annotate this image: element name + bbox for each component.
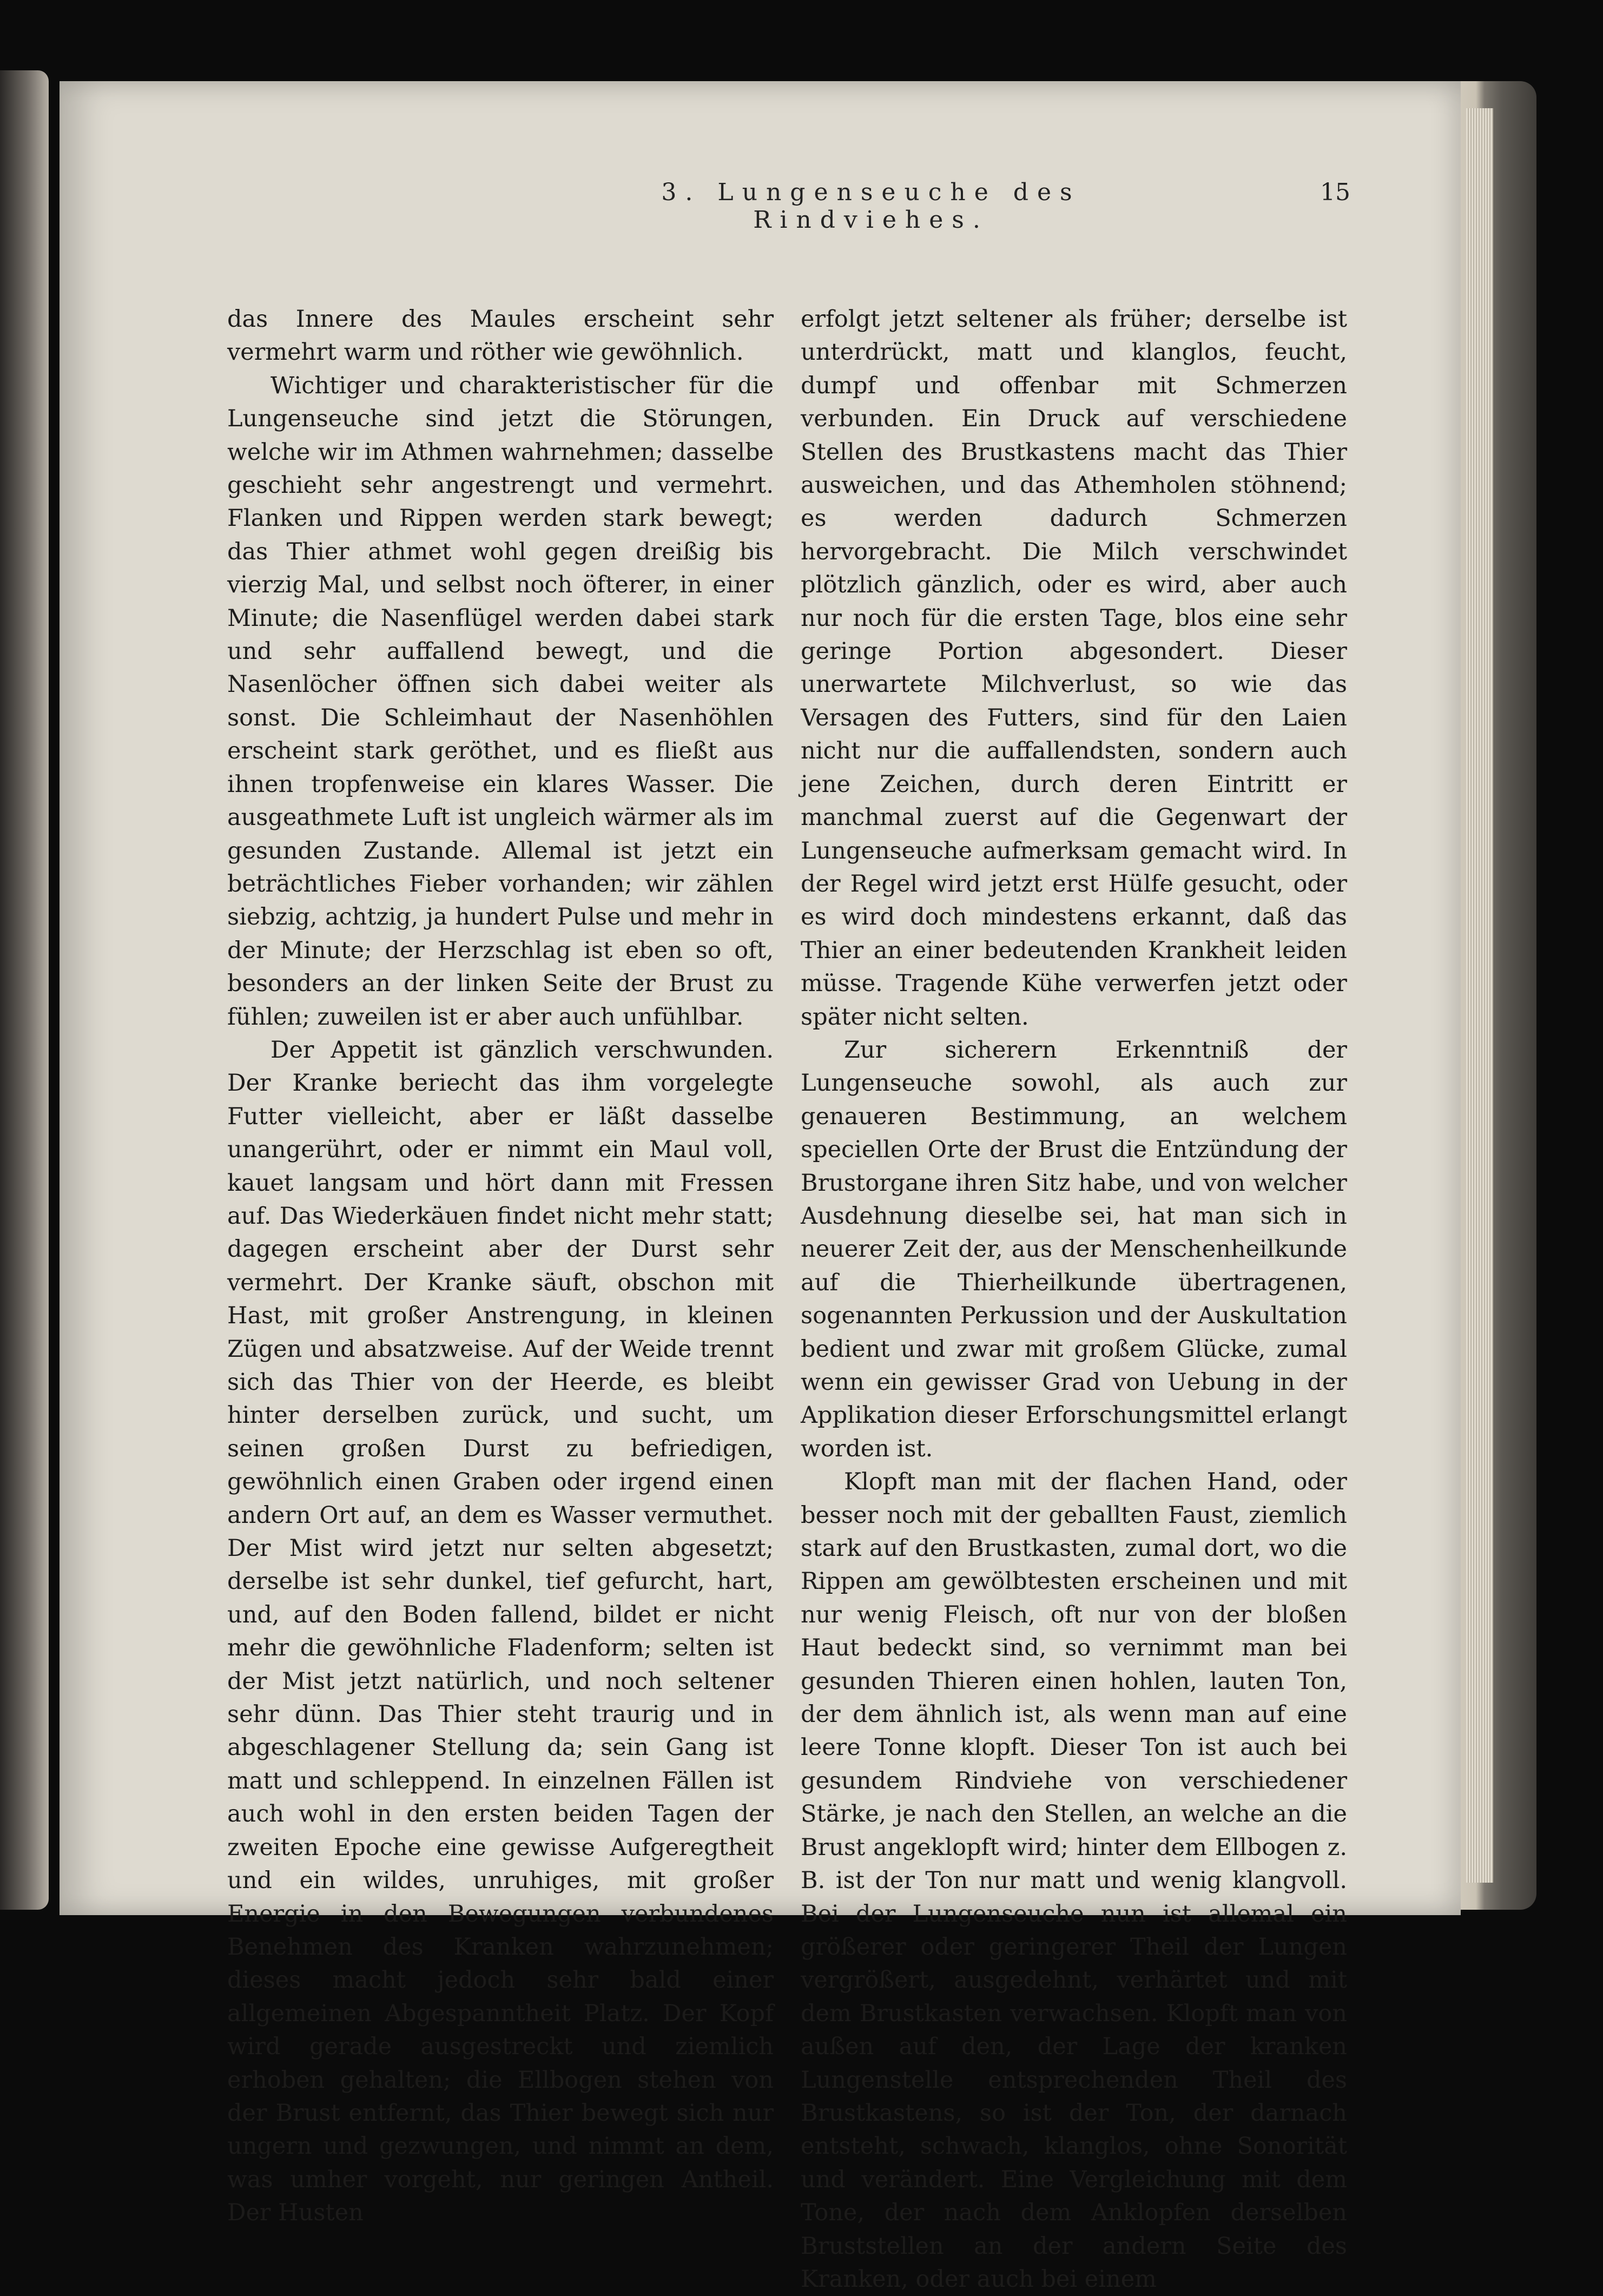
right-column bbox=[801, 303, 1347, 2296]
paragraph: Klopft man mit der flachen Hand, oder besser noch mit der geballten Faust, ziemlich stark auf den Brustkasten, zumal dort, wo die Rippen am gewölbtesten erscheinen und mit nur wenig Fleisch, oft nur von der bloßen Haut bedeckt sind, so vernimmt man bei gesunden Thieren einen hohlen, lauten Ton, der dem ähnlich ist, als wenn man auf eine leere Tonne klopft. Dieser Ton ist auch bei gesundem Rindviehe von verschiedener Stärke, je nach den Stellen, an welche an die Brust angeklopft wird; hinter dem Ellbogen z. B. ist der Ton nur matt und wenig klangvoll. Bei der Lungenseuche nun ist allemal ein größerer oder geringerer Theil der Lungen vergrößert, ausgedehnt, verhärtet und mit dem Brustkasten verwachsen. Klopft man von außen auf den, der Lage der kranken Lungenstelle entsprechenden Theil des Brustkastens, so ist der Ton, der darnach entsteht, schwach, klanglos, ohne Sonorität und verändert. Eine Vergleichung mit dem Tone, der nach dem Anklopfen derselben Bruststellen an der andern Seite des Kranken, oder auch bei einem bbox=[801, 1468, 1347, 2293]
book-page bbox=[60, 81, 1461, 2293]
page-number: 15 bbox=[1320, 179, 1350, 206]
running-head: 3. Lungenseuche des Rindviehes. bbox=[661, 179, 1081, 234]
paragraph: erfolgt jetzt seltener als früher; derselbe ist unterdrückt, matt und klanglos, feucht, dumpf und offenbar mit Schmerzen verbunden. Ein Druck auf verschiedene Stellen des Brustkastens macht das Thier ausweichen, und das Athemholen stöhnend; es werden dadurch Schmerzen hervorgebracht. Die Milch verschwindet plötzlich gänzlich, oder es wird, aber auch nur noch für die ersten Tage, blos eine sehr geringe Portion abgesondert. Dieser unerwartete Milchverlust, so wie das Versagen des Futters, sind für den Laien nicht nur die auffallendsten, sondern auch jene Zeichen, durch deren Eintritt er manchmal zuerst auf die Gegenwart der Lungenseuche aufmerksam gemacht wird. In der Regel wird jetzt erst Hülfe gesucht, oder es wird doch mindestens erkannt, daß das Thier an einer bedeutenden Krankheit leiden müsse. Tragende Kühe verwerfen jetzt oder später nicht selten. bbox=[801, 306, 1347, 1031]
paragraph: Wichtiger und charakteristischer für die Lungenseuche sind jetzt die Störungen, welche wir im Athmen wahrnehmen; dasselbe geschieht sehr angestrengt und vermehrt. Flanken und Rippen werden stark bewegt; das Thier athmet wohl gegen dreißig bis vierzig Mal, und selbst noch öfterer, in einer Minute; die Nasenflügel werden dabei stark und sehr auffallend bewegt, und die Nasenlöcher öffnen sich dabei weiter als sonst. Die Schleimhaut der Nasenhöhlen erscheint stark geröthet, und es fließt aus ihnen tropfenweise ein klares Wasser. Die ausgeathmete Luft ist ungleich wärmer als im gesunden Zustande. Allemal ist jetzt ein beträchtliches Fieber vorhanden; wir zählen siebzig, achtzig, ja hundert Pulse und mehr in der Minute; der Herzschlag ist eben so oft, besonders an der linken Seite der Brust zu fühlen; zuweilen ist er aber auch unfühlbar. bbox=[227, 372, 774, 1031]
paragraph: Der Appetit ist gänzlich verschwunden. Der Kranke beriecht das ihm vorgelegte Futter vielleicht, aber er läßt dasselbe unangerührt, oder er nimmt ein Maul voll, kauet langsam und hört dann mit Fressen auf. Das Wiederkäuen findet nicht mehr statt; dagegen erscheint aber der Durst sehr vermehrt. Der Kranke säuft, obschon mit Hast, mit großer Anstrengung, in kleinen Zügen und absatzweise. Auf der Weide trennt sich das Thier von der Heerde, es bleibt hinter derselben zurück, und sucht, um seinen großen Durst zu befriedigen, gewöhnlich einen Graben oder irgend einen andern Ort auf, an dem es Wasser vermuthet. Der Mist wird jetzt nur selten abgesetzt; derselbe ist sehr dunkel, tief gefurcht, hart, und, auf den Boden fallend, bildet er nicht mehr die gewöhnliche Fladenform; selten ist der Mist jetzt natürlich, und noch seltener sehr dünn. Das Thier steht traurig und in abgeschlagener Stellung da; sein Gang ist matt und schleppend. In einzelnen Fällen ist auch wohl in den ersten beiden Tagen der zweiten Epoche eine gewisse Aufgeregtheit und ein wildes, unruhiges, mit großer Energie in den Bewegungen verbundenes Benehmen des Kranken wahrzunehmen; dieses macht jedoch sehr bald einer allgemeinen Abgespanntheit Platz. Der Kopf wird gerade ausgestreckt und ziemlich erhoben gehalten; die Ellbogen stehen von der Brust entfernt, das Thier bewegt sich nur ungern und gezwungen, und nimmt an dem, was umher vorgeht, nur geringen Antheil. Der Husten bbox=[227, 1036, 774, 2227]
book-cover-edge bbox=[1450, 81, 1536, 1910]
paragraph: das Innere des Maules erscheint sehr vermehrt warm und röther wie gewöhnlich. bbox=[227, 306, 774, 366]
left-page-edge bbox=[0, 70, 49, 1910]
left-column bbox=[227, 303, 774, 2230]
paragraph: Zur sicherern Erkenntniß der Lungenseuche sowohl, als auch zur genaueren Bestimmung, an welchem speciellen Orte der Brust die Entzündung der Brustorgane ihren Sitz habe, und von welcher Ausdehnung dieselbe sei, hat man sich in neuerer Zeit der, aus der Menschenheilkunde auf die Thierheilkunde übertragenen, sogenannten Perkussion und der Auskultation bedient und zwar mit großem Glücke, zumal wenn ein gewisser Grad von Uebung in der Applikation dieser Erforschungsmittel erlangt worden ist. bbox=[801, 1036, 1347, 1462]
page-block-edges bbox=[1466, 108, 1493, 1883]
